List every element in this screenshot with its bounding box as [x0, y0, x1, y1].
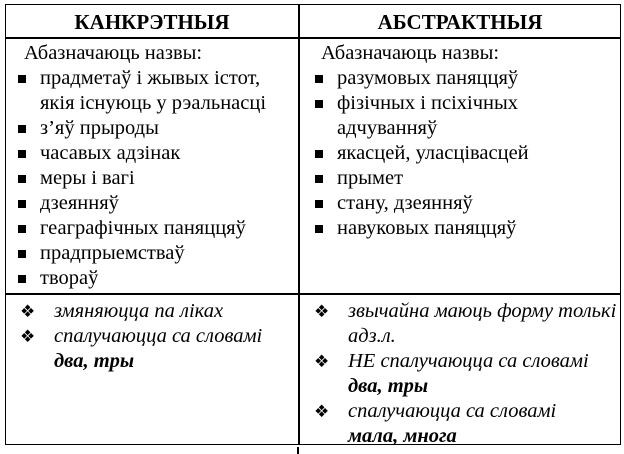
square-bullet-icon [315, 75, 323, 83]
list-item: з’яў прыроды [14, 116, 294, 141]
abstract-notes-list [308, 299, 618, 449]
list-item: геаграфічных паняццяў [14, 216, 294, 241]
list-item: часавых адзінак [14, 141, 294, 166]
square-bullet-icon [315, 175, 323, 183]
square-bullet-icon [18, 125, 26, 133]
square-bullet-icon [18, 200, 26, 208]
list-item: ❖ звычайна маюць форму толькі адз.л. [314, 300, 617, 347]
square-bullet-icon [18, 275, 26, 283]
list-item: дзеянняў [14, 191, 294, 216]
header-abstract: АБСТРАКТНЫЯ [377, 10, 543, 34]
concrete-list [14, 66, 294, 291]
square-bullet-icon [315, 150, 323, 158]
list-item: прадпрыемстваў [14, 241, 294, 266]
diamond-bullet-icon: ❖ [20, 327, 36, 346]
list-item: твораў [14, 266, 294, 291]
list-item: ❖ змяняюцца па ліках [20, 300, 224, 322]
abstract-intro: Абазначаюць назвы: [321, 42, 500, 64]
abstract-list [311, 66, 616, 241]
list-item: стану, дзеянняў [311, 191, 616, 216]
list-item: меры і вагі [14, 166, 294, 191]
text-cursor-mark [297, 447, 299, 454]
square-bullet-icon [315, 200, 323, 208]
list-item: навуковых паняццяў [311, 216, 616, 241]
concrete-intro: Абазначаюць назвы: [24, 42, 203, 64]
header-divider [6, 37, 620, 39]
square-bullet-icon [315, 100, 323, 108]
header-concrete: КАНКРЭТНЫЯ [74, 10, 230, 34]
column-divider [298, 5, 300, 444]
list-item: ❖ спалучаюцца са словамі мала, многа [314, 400, 557, 447]
concrete-notes-cell [14, 299, 296, 374]
square-bullet-icon [18, 175, 26, 183]
notes-divider [6, 293, 620, 295]
list-item: прымет [311, 166, 616, 191]
square-bullet-icon [18, 75, 26, 83]
square-bullet-icon [18, 225, 26, 233]
abstract-meanings-cell [311, 41, 616, 241]
concrete-meanings-cell [14, 41, 294, 291]
concrete-notes-list [14, 299, 296, 374]
list-item: фізічных і псіхічных адчуванняў [311, 91, 616, 141]
list-item: якасцей, уласцівасцей [311, 141, 616, 166]
list-item: ❖ НЕ спалучаюцца са словамі два, тры [314, 350, 589, 397]
diamond-bullet-icon: ❖ [20, 302, 36, 321]
square-bullet-icon [18, 150, 26, 158]
diamond-bullet-icon: ❖ [314, 302, 330, 321]
noun-comparison-table [5, 4, 621, 445]
diamond-bullet-icon: ❖ [314, 352, 330, 371]
square-bullet-icon [18, 250, 26, 258]
diamond-bullet-icon: ❖ [314, 402, 330, 421]
square-bullet-icon [315, 225, 323, 233]
abstract-notes-cell [308, 299, 618, 449]
list-item: ❖ спалучаюцца са словамі два, тры [20, 325, 263, 372]
list-item: разумовых паняццяў [311, 66, 616, 91]
list-item: прадметаў і жывых істот, якія існуюць у рэальнасці [14, 66, 294, 116]
